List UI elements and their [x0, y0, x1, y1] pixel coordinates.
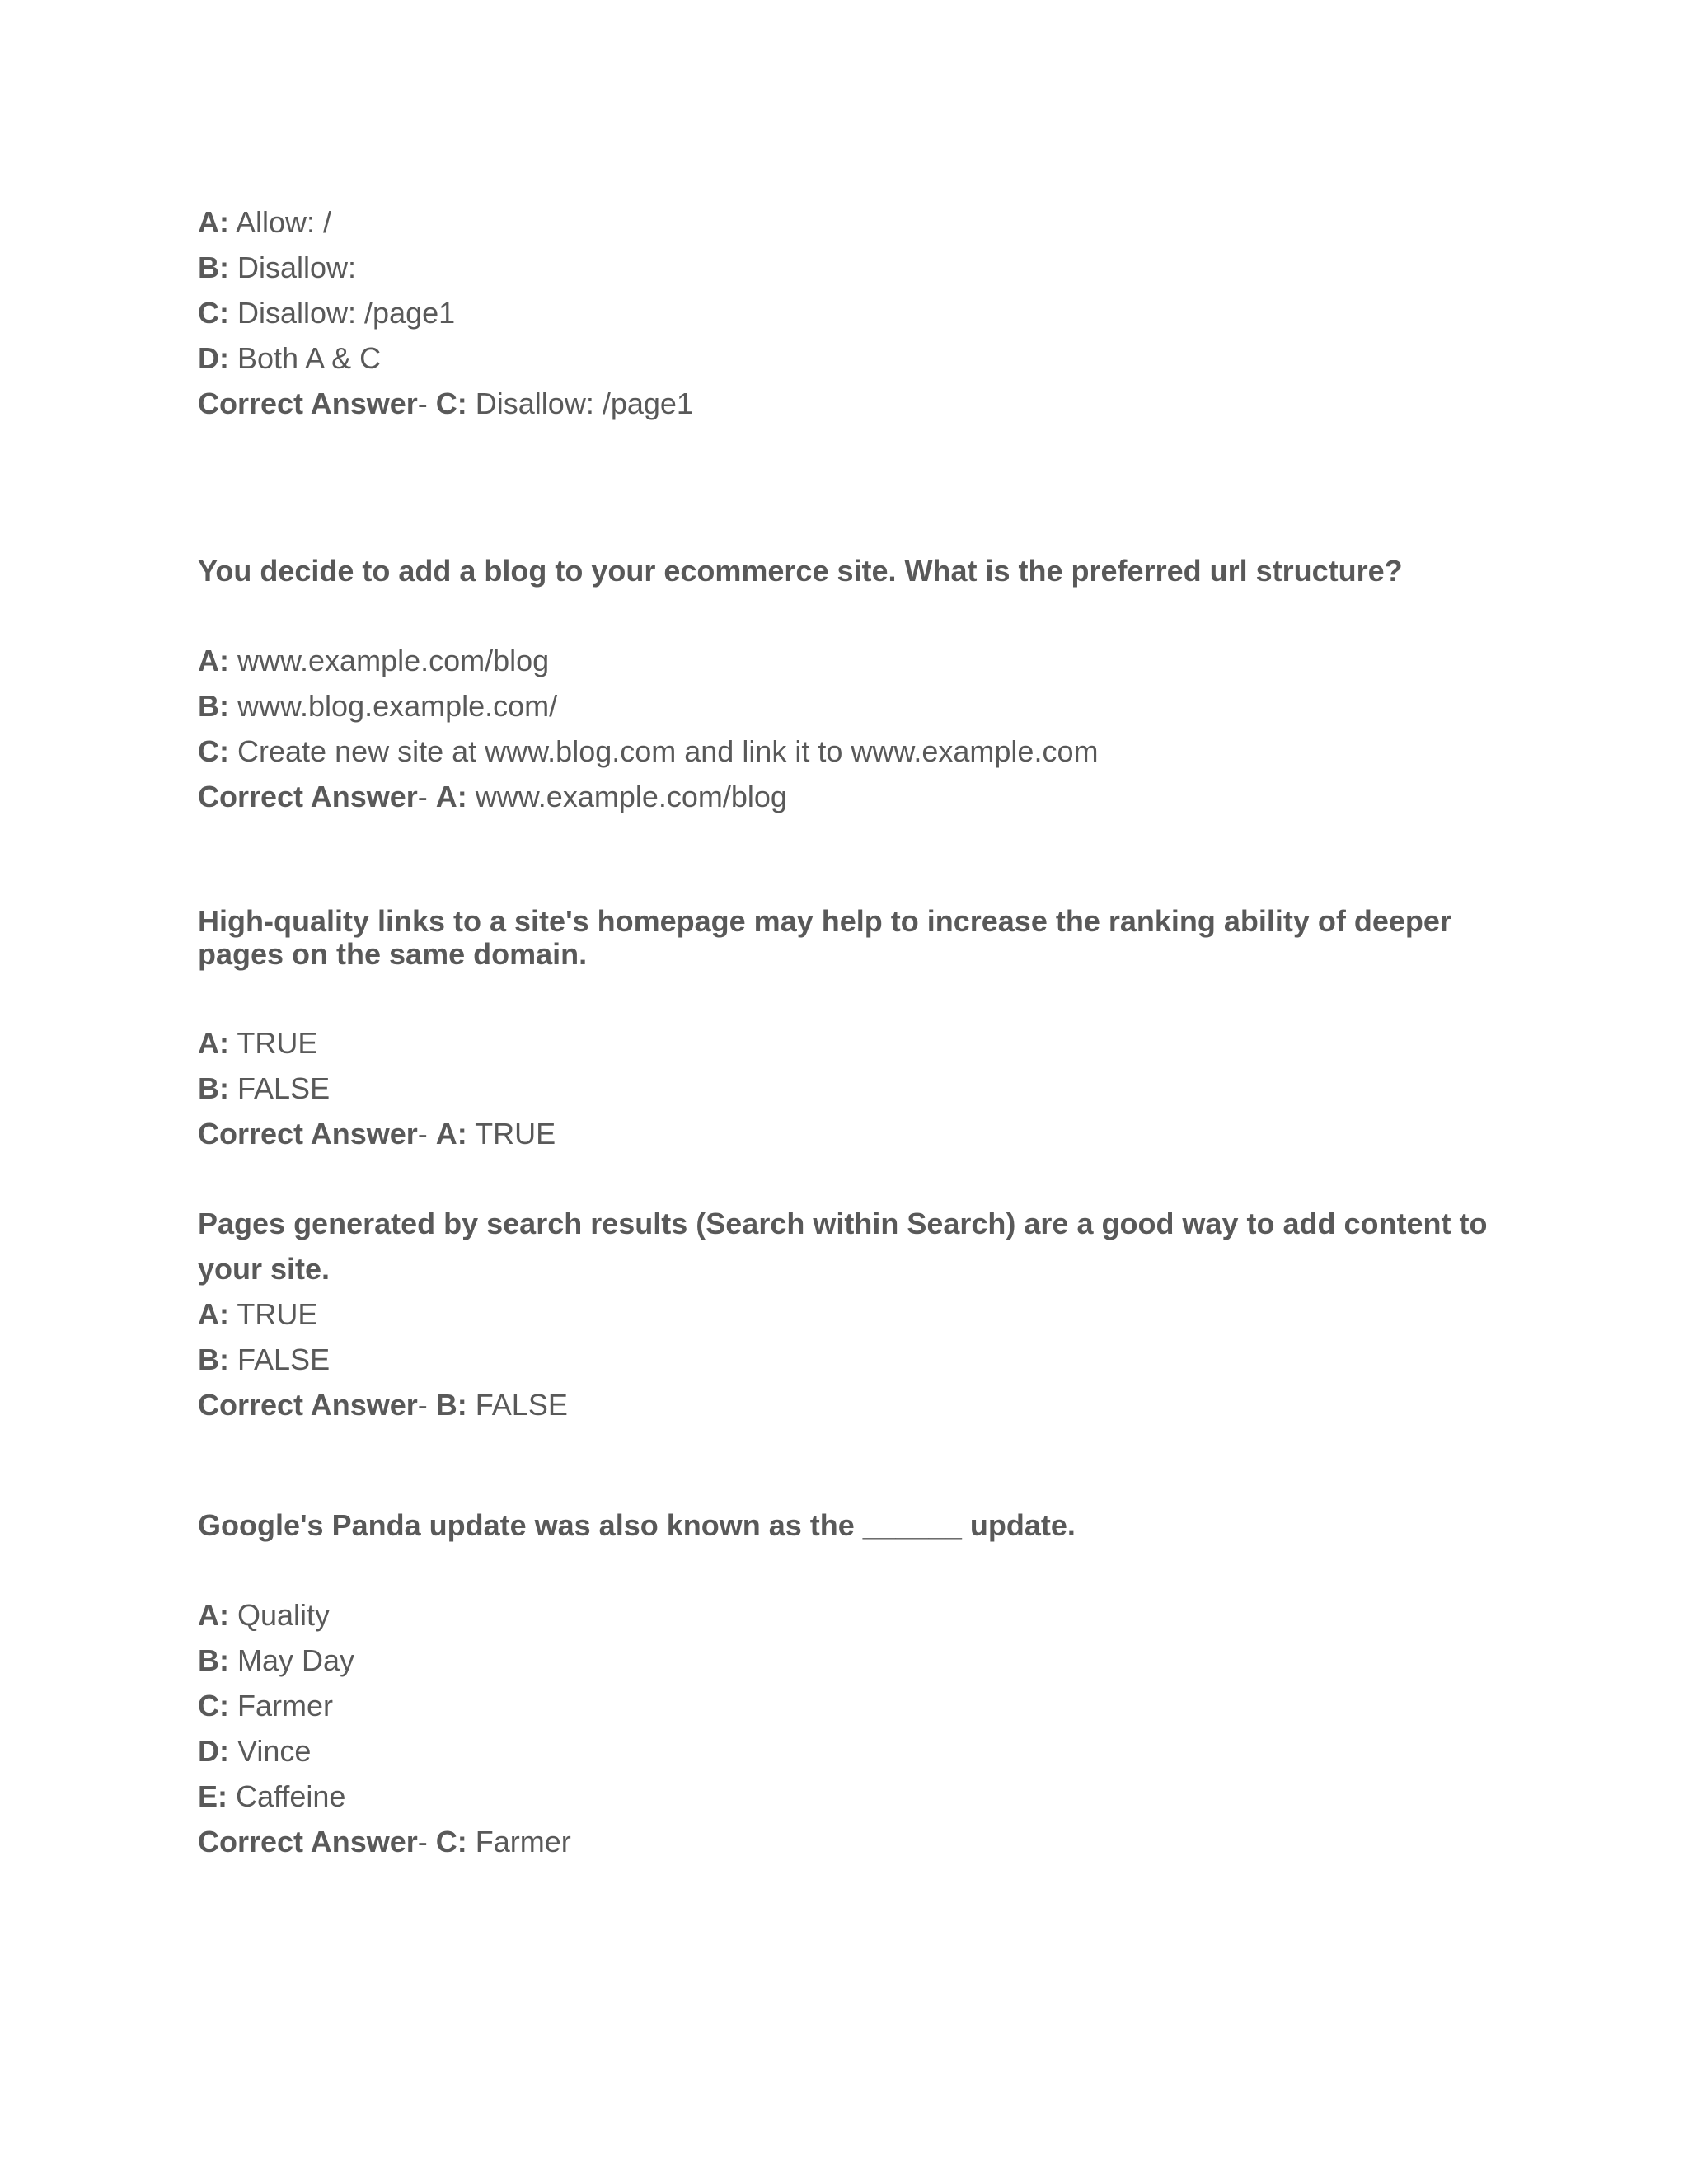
- option-a: A: TRUE: [198, 1297, 318, 1331]
- option-b: B: May Day: [198, 1643, 355, 1677]
- option-c: C: Farmer: [198, 1689, 334, 1722]
- option-b: B: Disallow:: [198, 251, 357, 284]
- correct-answer: Correct Answer- C: Farmer: [198, 1825, 571, 1858]
- correct-answer: Correct Answer- A: www.example.com/blog: [198, 780, 787, 813]
- option-a: A: TRUE: [198, 1026, 318, 1060]
- question-text-line1: High-quality links to a site's homepage may help to increase the ranking ability of deeper: [198, 904, 1451, 938]
- correct-answer: Correct Answer- C: Disallow: /page1: [198, 387, 693, 420]
- option-b: B: FALSE: [198, 1071, 331, 1105]
- option-d: D: Both A & C: [198, 341, 382, 375]
- option-c: C: Create new site at www.blog.com and link it to www.example.com: [198, 734, 1099, 768]
- question-text-line1: Pages generated by search results (Search within Search) are a good way to add content to: [198, 1207, 1488, 1240]
- option-a: A: www.example.com/blog: [198, 644, 550, 677]
- question-text: Google's Panda update was also known as the ______ update.: [198, 1508, 1076, 1542]
- option-b: B: FALSE: [198, 1343, 331, 1376]
- option-a: A: Allow: /: [198, 205, 332, 239]
- question-text-line2: pages on the same domain.: [198, 937, 588, 971]
- correct-answer: Correct Answer- A: TRUE: [198, 1117, 556, 1151]
- option-e: E: Caffeine: [198, 1779, 346, 1813]
- option-b: B: www.blog.example.com/: [198, 689, 558, 723]
- option-c: C: Disallow: /page1: [198, 296, 456, 330]
- option-a: A: Quality: [198, 1598, 331, 1632]
- option-d: D: Vince: [198, 1734, 312, 1768]
- question-text-line2: your site.: [198, 1252, 331, 1286]
- correct-answer: Correct Answer- B: FALSE: [198, 1388, 568, 1422]
- question-text: You decide to add a blog to your ecommerce site. What is the preferred url structure?: [198, 554, 1403, 588]
